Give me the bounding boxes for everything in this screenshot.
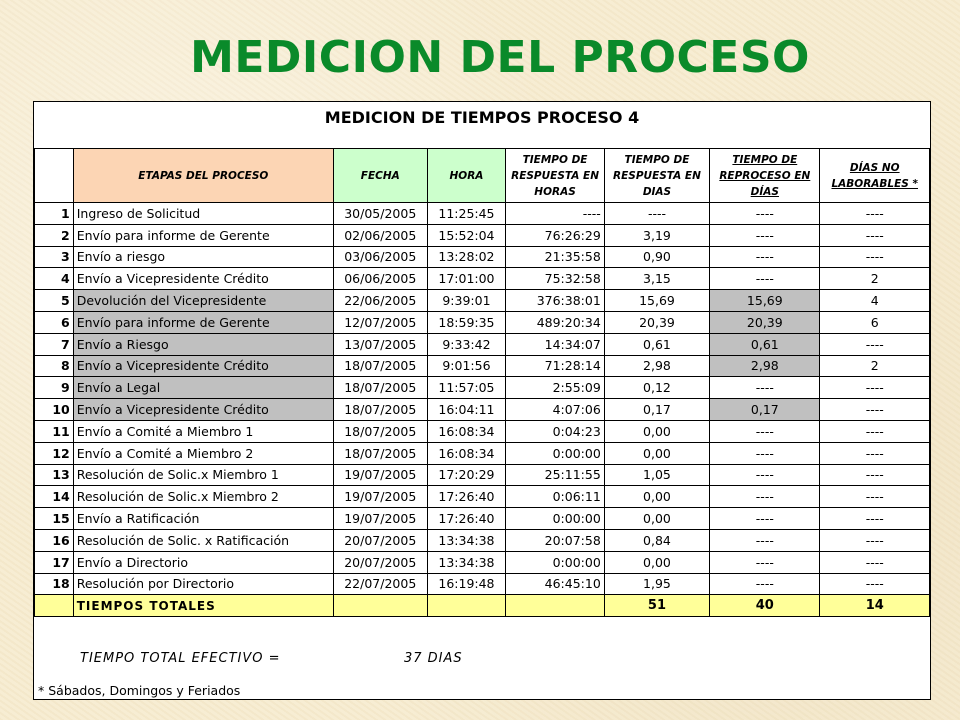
row-hora: 13:34:38 (427, 551, 506, 573)
row-tiempo-dias: 0,84 (604, 529, 709, 551)
row-number: 1 (35, 203, 74, 225)
table-body (35, 203, 930, 595)
row-tiempo-horas: 76:26:29 (506, 224, 605, 246)
row-number: 10 (35, 399, 74, 421)
row-hora: 16:08:34 (427, 420, 506, 442)
row-no-laborables: ---- (820, 203, 930, 225)
tiempo-efectivo-label: TIEMPO TOTAL EFECTIVO = (80, 651, 281, 666)
row-hora: 11:25:45 (427, 203, 506, 225)
table-row (35, 529, 930, 551)
row-etapa: Resolución de Solic.x Miembro 1 (73, 464, 333, 486)
row-fecha: 12/07/2005 (333, 311, 427, 333)
row-tiempo-horas: 2:55:09 (506, 377, 605, 399)
row-no-laborables: ---- (820, 508, 930, 530)
row-hora: 9:39:01 (427, 290, 506, 312)
table-row (35, 551, 930, 573)
table-row (35, 508, 930, 530)
row-tiempo-horas: 0:00:00 (506, 508, 605, 530)
row-number: 6 (35, 311, 74, 333)
totals-no-laborables: 14 (820, 595, 930, 617)
totals-label: TIEMPOS TOTALES (73, 595, 333, 617)
row-number: 4 (35, 268, 74, 290)
table-row (35, 355, 930, 377)
header-fecha: FECHA (333, 149, 427, 203)
row-etapa: Envío a Riesgo (73, 333, 333, 355)
row-tiempo-horas: 0:00:00 (506, 551, 605, 573)
row-reproceso: ---- (710, 246, 820, 268)
row-fecha: 30/05/2005 (333, 203, 427, 225)
row-no-laborables: 4 (820, 290, 930, 312)
footnote: * Sábados, Domingos y Feriados (38, 683, 241, 698)
row-number: 9 (35, 377, 74, 399)
row-fecha: 18/07/2005 (333, 355, 427, 377)
row-no-laborables: ---- (820, 246, 930, 268)
row-number: 2 (35, 224, 74, 246)
row-tiempo-dias: 3,15 (604, 268, 709, 290)
sheet-title: MEDICION DE TIEMPOS PROCESO 4 (324, 108, 640, 127)
header-row (35, 149, 930, 203)
row-tiempo-horas: 75:32:58 (506, 268, 605, 290)
row-tiempo-horas: 0:06:11 (506, 486, 605, 508)
row-tiempo-dias: 2,98 (604, 355, 709, 377)
table-row (35, 573, 930, 595)
row-tiempo-dias: 0,00 (604, 420, 709, 442)
row-number: 11 (35, 420, 74, 442)
row-fecha: 18/07/2005 (333, 377, 427, 399)
row-tiempo-dias: 0,17 (604, 399, 709, 421)
row-no-laborables: ---- (820, 529, 930, 551)
row-tiempo-horas: 0:00:00 (506, 442, 605, 464)
row-fecha: 20/07/2005 (333, 529, 427, 551)
row-fecha: 03/06/2005 (333, 246, 427, 268)
row-reproceso: ---- (710, 442, 820, 464)
row-reproceso: 15,69 (710, 290, 820, 312)
row-no-laborables: ---- (820, 333, 930, 355)
row-reproceso: ---- (710, 268, 820, 290)
row-hora: 17:20:29 (427, 464, 506, 486)
row-fecha: 18/07/2005 (333, 399, 427, 421)
totals-row (35, 595, 930, 617)
row-etapa: Resolución de Solic. x Ratificación (73, 529, 333, 551)
row-tiempo-horas: 489:20:34 (506, 311, 605, 333)
row-etapa: Envío para informe de Gerente (73, 311, 333, 333)
process-times-table (34, 148, 930, 617)
table-row (35, 246, 930, 268)
table-row (35, 420, 930, 442)
header-no-laborables: DÍAS NO LABORABLES * (820, 149, 930, 203)
totals-fecha-cell (333, 595, 427, 617)
row-etapa: Envío a riesgo (73, 246, 333, 268)
header-tiempo-dias: TIEMPO DE RESPUESTA EN DIAS (604, 149, 709, 203)
row-hora: 18:59:35 (427, 311, 506, 333)
row-tiempo-dias: 3,19 (604, 224, 709, 246)
row-tiempo-dias: 15,69 (604, 290, 709, 312)
row-tiempo-horas: ---- (506, 203, 605, 225)
row-no-laborables: ---- (820, 551, 930, 573)
row-no-laborables: ---- (820, 420, 930, 442)
row-tiempo-dias: 0,00 (604, 551, 709, 573)
row-fecha: 13/07/2005 (333, 333, 427, 355)
row-fecha: 02/06/2005 (333, 224, 427, 246)
row-number: 16 (35, 529, 74, 551)
row-number: 14 (35, 486, 74, 508)
row-fecha: 18/07/2005 (333, 420, 427, 442)
table-row (35, 290, 930, 312)
row-number: 17 (35, 551, 74, 573)
table-row (35, 268, 930, 290)
row-fecha: 19/07/2005 (333, 464, 427, 486)
row-reproceso: 0,61 (710, 333, 820, 355)
row-reproceso: 20,39 (710, 311, 820, 333)
row-etapa: Envío a Vicepresidente Crédito (73, 268, 333, 290)
table-row (35, 224, 930, 246)
row-fecha: 19/07/2005 (333, 508, 427, 530)
row-reproceso: ---- (710, 420, 820, 442)
row-hora: 13:28:02 (427, 246, 506, 268)
row-etapa: Resolución por Directorio (73, 573, 333, 595)
row-number: 8 (35, 355, 74, 377)
row-tiempo-dias: 20,39 (604, 311, 709, 333)
row-tiempo-horas: 25:11:55 (506, 464, 605, 486)
header-num (35, 149, 74, 203)
row-hora: 17:01:00 (427, 268, 506, 290)
totals-horas-cell (506, 595, 605, 617)
row-number: 7 (35, 333, 74, 355)
row-etapa: Envío a Vicepresidente Crédito (73, 355, 333, 377)
row-reproceso: 2,98 (710, 355, 820, 377)
row-no-laborables: 2 (820, 355, 930, 377)
row-hora: 17:26:40 (427, 486, 506, 508)
row-number: 3 (35, 246, 74, 268)
row-tiempo-dias: 1,95 (604, 573, 709, 595)
row-reproceso: ---- (710, 508, 820, 530)
row-tiempo-dias: ---- (604, 203, 709, 225)
table-row (35, 399, 930, 421)
row-reproceso: 0,17 (710, 399, 820, 421)
row-tiempo-dias: 0,90 (604, 246, 709, 268)
row-etapa: Envío a Legal (73, 377, 333, 399)
row-no-laborables: 2 (820, 268, 930, 290)
table-row (35, 442, 930, 464)
row-fecha: 19/07/2005 (333, 486, 427, 508)
row-fecha: 22/07/2005 (333, 573, 427, 595)
table-row (35, 486, 930, 508)
row-reproceso: ---- (710, 573, 820, 595)
row-etapa: Envío a Directorio (73, 551, 333, 573)
row-number: 5 (35, 290, 74, 312)
row-tiempo-dias: 0,00 (604, 442, 709, 464)
spreadsheet-panel (33, 101, 931, 700)
row-no-laborables: ---- (820, 464, 930, 486)
row-fecha: 20/07/2005 (333, 551, 427, 573)
header-tiempo-horas: TIEMPO DE RESPUESTA EN HORAS (506, 149, 605, 203)
row-hora: 9:33:42 (427, 333, 506, 355)
row-hora: 13:34:38 (427, 529, 506, 551)
row-hora: 11:57:05 (427, 377, 506, 399)
row-tiempo-dias: 0,61 (604, 333, 709, 355)
table-row (35, 377, 930, 399)
row-tiempo-dias: 0,00 (604, 486, 709, 508)
row-tiempo-horas: 376:38:01 (506, 290, 605, 312)
row-tiempo-horas: 4:07:06 (506, 399, 605, 421)
tiempo-efectivo-value: 37 DIAS (404, 651, 463, 666)
row-tiempo-horas: 0:04:23 (506, 420, 605, 442)
row-number: 15 (35, 508, 74, 530)
slide-title: MEDICION DEL PROCESO (190, 32, 810, 83)
row-tiempo-horas: 20:07:58 (506, 529, 605, 551)
row-hora: 15:52:04 (427, 224, 506, 246)
row-etapa: Devolución del Vicepresidente (73, 290, 333, 312)
table-row (35, 203, 930, 225)
table-row (35, 333, 930, 355)
row-number: 12 (35, 442, 74, 464)
row-fecha: 18/07/2005 (333, 442, 427, 464)
row-no-laborables: ---- (820, 486, 930, 508)
row-reproceso: ---- (710, 203, 820, 225)
row-etapa: Envío a Vicepresidente Crédito (73, 399, 333, 421)
row-reproceso: ---- (710, 464, 820, 486)
row-reproceso: ---- (710, 486, 820, 508)
totals-dias: 51 (604, 595, 709, 617)
row-tiempo-dias: 1,05 (604, 464, 709, 486)
row-hora: 16:08:34 (427, 442, 506, 464)
row-etapa: Ingreso de Solicitud (73, 203, 333, 225)
row-number: 13 (35, 464, 74, 486)
row-tiempo-horas: 71:28:14 (506, 355, 605, 377)
row-etapa: Envío para informe de Gerente (73, 224, 333, 246)
row-hora: 16:04:11 (427, 399, 506, 421)
totals-hora-cell (427, 595, 506, 617)
row-no-laborables: ---- (820, 377, 930, 399)
row-tiempo-horas: 21:35:58 (506, 246, 605, 268)
row-reproceso: ---- (710, 224, 820, 246)
row-number: 18 (35, 573, 74, 595)
row-tiempo-horas: 46:45:10 (506, 573, 605, 595)
row-tiempo-dias: 0,12 (604, 377, 709, 399)
row-reproceso: ---- (710, 529, 820, 551)
row-tiempo-horas: 14:34:07 (506, 333, 605, 355)
table-row (35, 311, 930, 333)
row-no-laborables: ---- (820, 399, 930, 421)
header-etapas: ETAPAS DEL PROCESO (73, 149, 333, 203)
row-fecha: 06/06/2005 (333, 268, 427, 290)
header-hora: HORA (427, 149, 506, 203)
row-tiempo-dias: 0,00 (604, 508, 709, 530)
row-etapa: Resolución de Solic.x Miembro 2 (73, 486, 333, 508)
row-etapa: Envío a Comité a Miembro 1 (73, 420, 333, 442)
row-no-laborables: 6 (820, 311, 930, 333)
header-reproceso: TIEMPO DE REPROCESO EN DÍAS (710, 149, 820, 203)
row-reproceso: ---- (710, 377, 820, 399)
table-row (35, 464, 930, 486)
row-no-laborables: ---- (820, 442, 930, 464)
totals-reproceso: 40 (710, 595, 820, 617)
row-reproceso: ---- (710, 551, 820, 573)
row-hora: 17:26:40 (427, 508, 506, 530)
row-hora: 9:01:56 (427, 355, 506, 377)
row-no-laborables: ---- (820, 224, 930, 246)
row-etapa: Envío a Ratificación (73, 508, 333, 530)
totals-num-cell (35, 595, 74, 617)
row-etapa: Envío a Comité a Miembro 2 (73, 442, 333, 464)
row-hora: 16:19:48 (427, 573, 506, 595)
row-no-laborables: ---- (820, 573, 930, 595)
row-fecha: 22/06/2005 (333, 290, 427, 312)
